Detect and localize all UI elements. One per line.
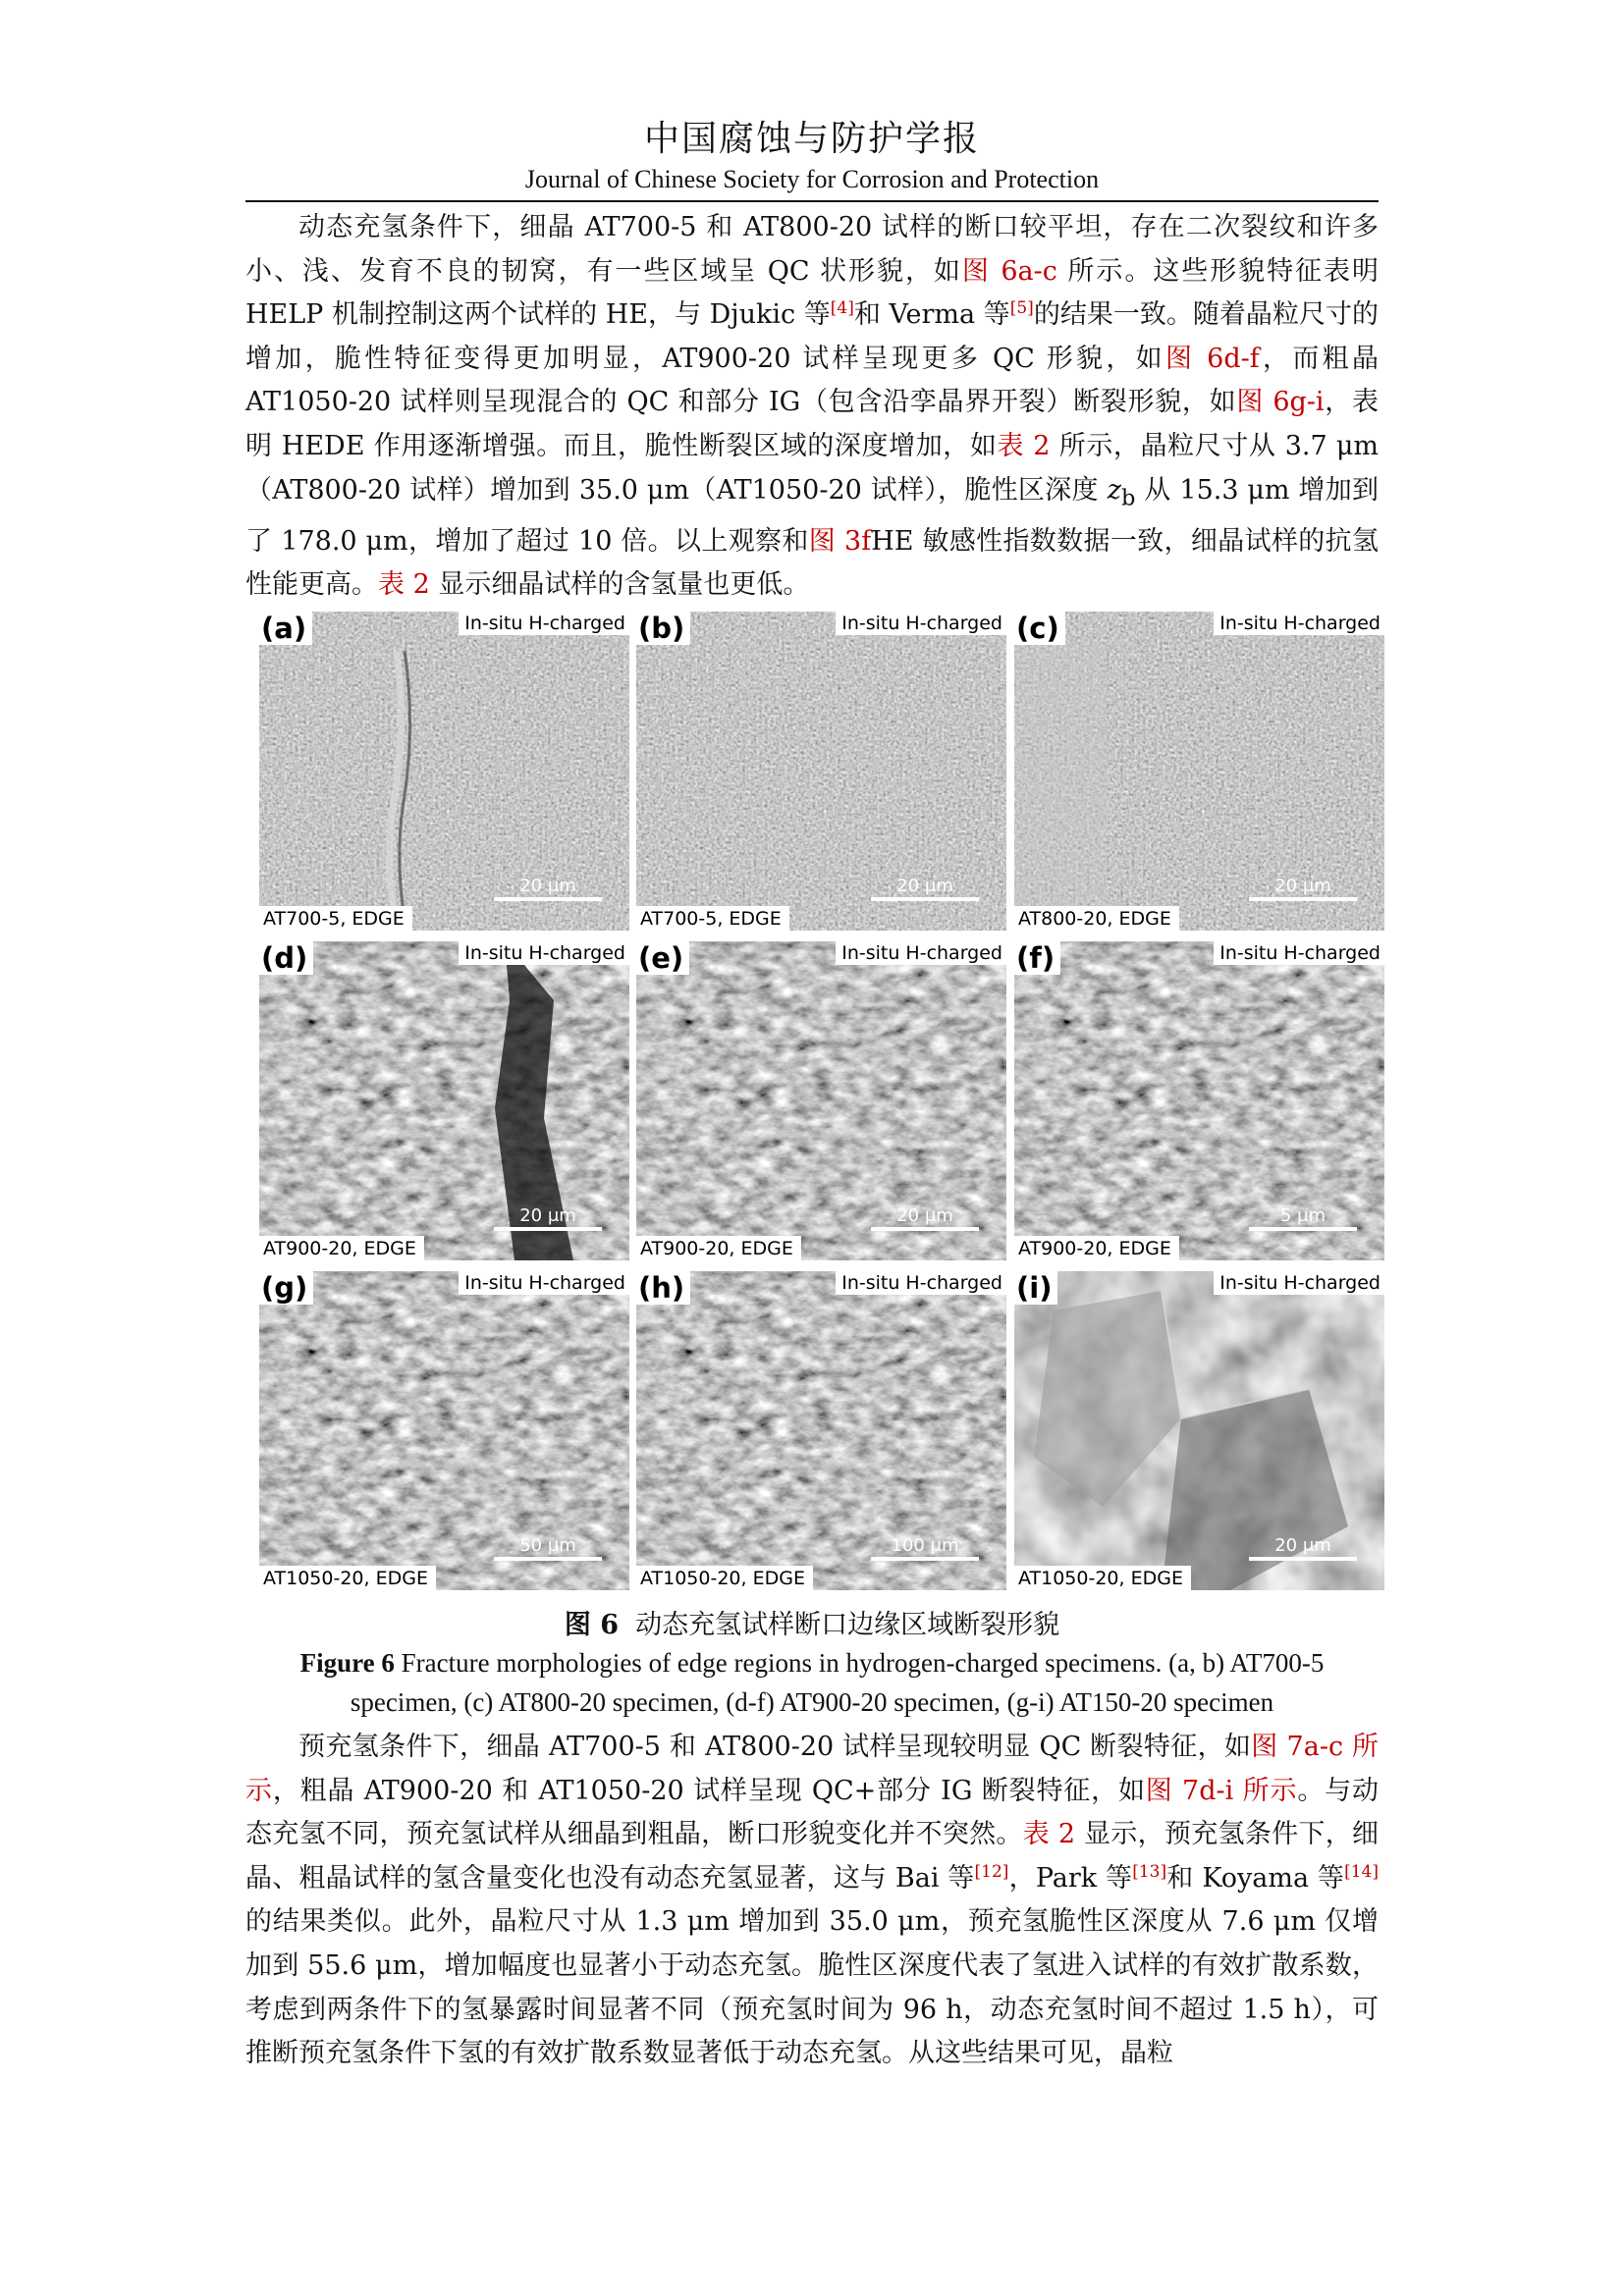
charging-condition-label: In-situ H-charged <box>1214 941 1384 965</box>
sem-panel-h <box>636 1271 1006 1590</box>
variable-subscript: b <box>1120 484 1136 510</box>
sem-panel-e <box>636 941 1006 1260</box>
specimen-caption: AT800-20, EDGE <box>1014 906 1179 931</box>
journal-title-en: Journal of Chinese Society for Corrosion and Protection <box>524 165 1100 193</box>
journal-title-cn: 中国腐蚀与防护学报 <box>643 119 980 159</box>
scale-bar <box>871 1557 979 1561</box>
scale-bar <box>494 1227 602 1231</box>
text-run: 。与动态充氢不同，预充氢试样从细晶到粗晶，断口形貌变化并不突然。 <box>245 1775 1380 1850</box>
scale-bar <box>1249 1227 1357 1231</box>
charging-condition-label: In-situ H-charged <box>459 941 629 965</box>
figure-number-cn: 图 6 <box>564 1610 619 1640</box>
scale-bar <box>1249 897 1357 901</box>
specimen-caption: AT700-5, EDGE <box>259 906 412 931</box>
specimen-caption: AT1050-20, EDGE <box>259 1566 436 1590</box>
scale-bar-label: 20 μm <box>1274 876 1331 896</box>
panel-label-c: (c) <box>1014 612 1065 645</box>
figure-caption-en <box>245 1643 1379 1722</box>
figure-link-3f[interactable]: 图 3f <box>808 525 872 557</box>
specimen-caption: AT700-5, EDGE <box>636 906 789 931</box>
figure-6 <box>259 612 1384 1591</box>
table-link-2[interactable]: 表 2 <box>378 569 430 601</box>
text-run: 所示，晶粒尺寸从 3.7 μm（AT800-20 试样）增加到 35.0 μm（AT1050-20 试样），脆性区深度 <box>245 430 1379 506</box>
panel-label-b: (b) <box>636 612 690 645</box>
scale-bar-label: 100 μm <box>891 1535 959 1556</box>
scale-bar <box>871 897 979 901</box>
text-run: ，表明 HEDE 作用逐渐增强。而且，脆性断裂区域的深度增加，如 <box>245 387 1379 461</box>
scale-bar-label: 20 μm <box>519 1205 576 1226</box>
panel-label-a: (a) <box>259 612 312 645</box>
charging-condition-label: In-situ H-charged <box>836 612 1006 635</box>
text-run: ，而粗晶 AT1050-20 试样则呈现混合的 QC 和部分 IG（包含沿孪晶界开裂）断裂形貌，如 <box>245 343 1379 418</box>
panel-label-f: (f) <box>1014 941 1060 975</box>
specimen-caption: AT900-20, EDGE <box>1014 1236 1179 1260</box>
paragraph-pre-charging <box>245 1726 1379 2076</box>
sem-panel-g <box>259 1271 629 1590</box>
panel-label-i: (i) <box>1014 1271 1057 1305</box>
sem-panel-i <box>1014 1271 1384 1590</box>
citation-5[interactable]: [5] <box>1009 298 1034 319</box>
sem-panel-f <box>1014 941 1384 1260</box>
charging-condition-label: In-situ H-charged <box>1214 612 1384 635</box>
citation-4[interactable]: [4] <box>830 298 854 319</box>
charging-condition-label: In-situ H-charged <box>836 941 1006 965</box>
table-link-2[interactable]: 表 2 <box>997 430 1051 461</box>
scale-bar-label: 20 μm <box>896 876 953 896</box>
text-run: 的结果一致。随着晶粒尺寸的增加，脆性特征变得更加明显，AT900-20 试样呈现更多 QC 形貌，如 <box>245 299 1379 374</box>
specimen-caption: AT900-20, EDGE <box>636 1236 801 1260</box>
scale-bar <box>494 1557 602 1561</box>
text-run: 预充氢条件下，细晶 AT700-5 和 AT800-20 试样呈现较明显 QC 断裂特征，如 <box>298 1732 1252 1762</box>
figure-caption-en-text: Fracture morphologies of edge regions in hydrogen-charged specimens. (a, b) AT700-5 specimen, (c) AT800-20 specimen, (d-f) AT900-20 specimen, (g-i) AT150-20 specimen <box>350 1648 1325 1717</box>
table-link-2[interactable]: 表 2 <box>1022 1819 1076 1850</box>
text-run: ，Park 等 <box>1008 1862 1133 1894</box>
text-run: 显示细晶试样的含氢量也更低。 <box>429 569 810 601</box>
text-run: 显示，预充氢条件下，细晶、粗晶试样的氢含量变化也没有动态充氢显著，这与 Bai 等 <box>245 1819 1380 1894</box>
text-run: HE 敏感性指数数据一致，细晶试样的抗氢性能更高。 <box>245 525 1379 601</box>
sem-panel-d <box>259 941 629 1260</box>
citation-12[interactable]: [12] <box>974 1861 1009 1882</box>
text-run: 和 Koyama 等 <box>1166 1862 1345 1894</box>
journal-header <box>245 116 1379 196</box>
text-run: 动态充氢条件下，细晶 AT700-5 和 AT800-20 试样的断口较平坦，存在二次裂纹和许多小、浅、发育不良的韧窝，有一些区域呈 QC 状形貌，如 <box>245 212 1379 287</box>
scale-bar-label: 50 μm <box>519 1535 576 1556</box>
figure-link-7d-i[interactable]: 图 7d-i 所示 <box>1145 1775 1298 1806</box>
figure-link-6g-i[interactable]: 图 6g-i <box>1236 387 1325 418</box>
citation-14[interactable]: [14] <box>1344 1861 1379 1882</box>
scale-bar <box>1249 1557 1357 1561</box>
figure-caption-cn-text: 动态充氢试样断口边缘区域断裂形貌 <box>635 1610 1060 1640</box>
text-run: ，粗晶 AT900-20 和 AT1050-20 试样呈现 QC+部分 IG 断裂特征，如 <box>272 1775 1146 1806</box>
specimen-caption: AT1050-20, EDGE <box>636 1566 813 1590</box>
sem-panel-a <box>259 612 629 931</box>
text-run: 和 Verma 等 <box>853 299 1010 331</box>
panel-label-e: (e) <box>636 941 689 975</box>
text-run: 所示。这些形貌特征表明 HELP 机制控制这两个试样的 HE，与 Djukic 等 <box>245 255 1379 331</box>
figure-link-6d-f[interactable]: 图 6d-f <box>1164 343 1260 374</box>
scale-bar-label: 20 μm <box>519 876 576 896</box>
charging-condition-label: In-situ H-charged <box>459 612 629 635</box>
text-run: 从 15.3 μm 增加到了 178.0 μm，增加了超过 10 倍。以上观察和 <box>245 474 1379 557</box>
text-run: 的结果类似。此外，晶粒尺寸从 1.3 μm 增加到 35.0 μm，预充氢脆性区深度从 7.6 μm 仅增加到 55.6 μm，增加幅度也显著小于动态充氢。脆性区深度代表了氢进入试样的有效扩散系数，考虑到两条件下的氢暴露时间显著不同（预充氢时间为 96 h，动态充氢时间不超过 1.5 h），可推断预充氢条件下氢的有效扩散系数显著低于动态充氢。从这些结果可见，晶粒 <box>245 1906 1379 2069</box>
charging-condition-label: In-situ H-charged <box>1214 1271 1384 1295</box>
panel-label-d: (d) <box>259 941 313 975</box>
paragraph-dynamic-charging <box>245 206 1379 608</box>
figure-caption-cn <box>245 1606 1379 1645</box>
figure-link-7a-c[interactable]: 图 7a-c 所示 <box>245 1732 1380 1806</box>
header-divider <box>245 200 1379 202</box>
specimen-caption: AT1050-20, EDGE <box>1014 1566 1191 1590</box>
charging-condition-label: In-situ H-charged <box>836 1271 1006 1295</box>
charging-condition-label: In-situ H-charged <box>459 1271 629 1295</box>
panel-label-g: (g) <box>259 1271 313 1305</box>
scale-bar <box>871 1227 979 1231</box>
sem-panel-c <box>1014 612 1384 931</box>
scale-bar-label: 20 μm <box>1274 1535 1331 1556</box>
figure-number-en: Figure 6 <box>299 1648 395 1678</box>
scale-bar-label: 20 μm <box>896 1205 953 1226</box>
variable-z: z <box>1107 474 1121 506</box>
scale-bar <box>494 897 602 901</box>
panel-label-h: (h) <box>636 1271 690 1305</box>
citation-13[interactable]: [13] <box>1132 1861 1167 1882</box>
specimen-caption: AT900-20, EDGE <box>259 1236 424 1260</box>
sem-panel-b <box>636 612 1006 931</box>
scale-bar-label: 5 μm <box>1279 1205 1326 1226</box>
figure-link-6a-c[interactable]: 图 6a-c <box>961 255 1057 287</box>
